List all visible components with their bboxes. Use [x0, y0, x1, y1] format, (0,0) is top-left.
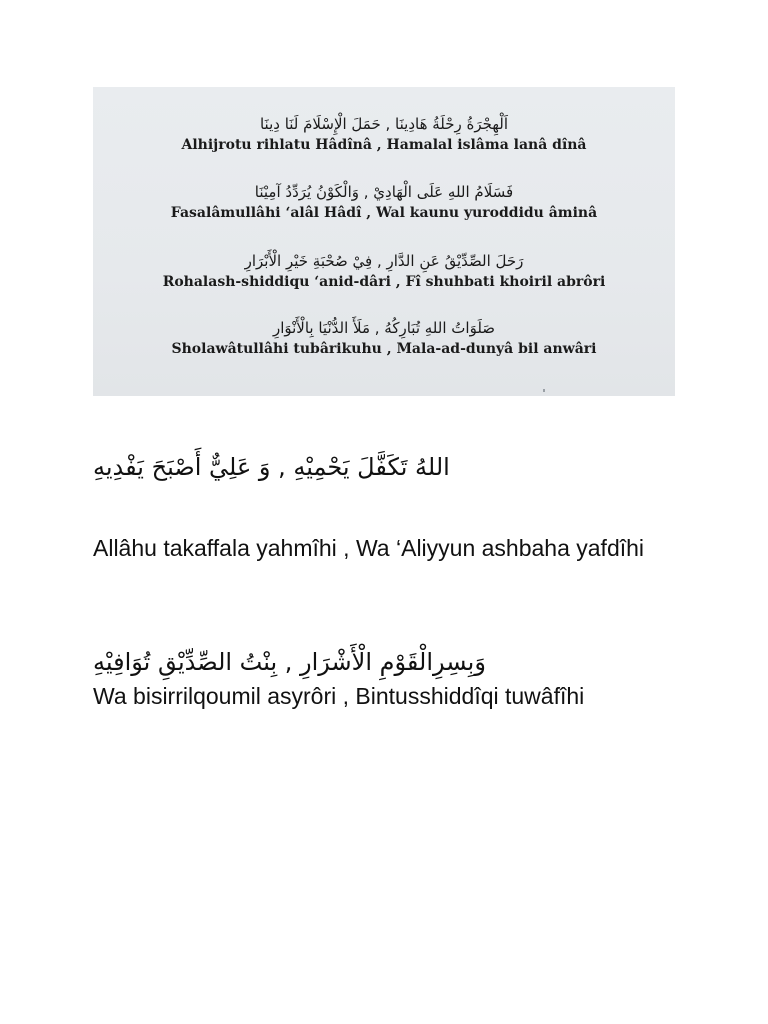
photo-verse-4-latin: Sholawâtullâhi tubârikuhu , Mala-ad-dunyâ bil anwâri — [171, 341, 597, 357]
photo-verse-1 — [93, 113, 675, 155]
photo-verse-4 — [93, 317, 675, 359]
verse-photo — [93, 87, 675, 396]
photo-verse-3-arabic: رَحَلَ الصِّدِّيْقُ عَنِ الدَّارِ , فِيْ صُحْبَةِ خَيْرِ الْأَبْرَارِ — [244, 252, 524, 270]
document-verse-2-arabic: وَبِسِرِالْقَوْمِ الْأَشْرَارِ , بِنْتُ الصِّدِّيْقِ تُوَافِيْهِ — [93, 648, 486, 676]
photo-speck — [543, 389, 545, 392]
photo-verse-1-arabic: اَلْهِجْرَةُ رِحْلَةُ هَادِينَا , حَمَلَ الْإِسْلَامَ لَنَا دِينَا — [259, 115, 509, 133]
photo-verse-1-latin: Alhijrotu rihlatu Hâdînâ , Hamalal islâma lanâ dînâ — [181, 137, 587, 153]
photo-verse-4-arabic: صَلَوَاتُ اللهِ تُبَارِكُهُ , مَلَأَ الدُّنْيَا بِالْأَنْوَارِ — [272, 319, 496, 337]
document-verse-1-latin: Allâhu takaffala yahmîhi , Wa ‘Aliyyun ashbaha yafdîhi — [93, 535, 645, 561]
photo-verse-2 — [93, 181, 675, 223]
photo-verse-3-latin: Rohalash-shiddiqu ‘anid-dâri , Fî shuhbati khoiril abrôri — [162, 274, 606, 290]
document-verse-2-latin: Wa bisirrilqoumil asyrôri , Bintusshiddîqi tuwâfîhi — [93, 683, 585, 709]
photo-verse-2-latin: Fasalâmullâhi ‘alâl Hâdî , Wal kaunu yuroddidu âminâ — [170, 205, 598, 221]
document-verse-1-arabic: اللهُ تَكَفَّلَ يَحْمِيْهِ , وَ عَلِيٌّ أَصْبَحَ يَفْدِيهِ — [93, 453, 450, 481]
photo-verse-2-arabic: فَسَلَامُ اللهِ عَلَى الْهَادِيْ , وَالْكَوْنُ يُرَدِّدُ آمِيْنَا — [254, 183, 514, 201]
photo-verse-3 — [93, 250, 675, 292]
